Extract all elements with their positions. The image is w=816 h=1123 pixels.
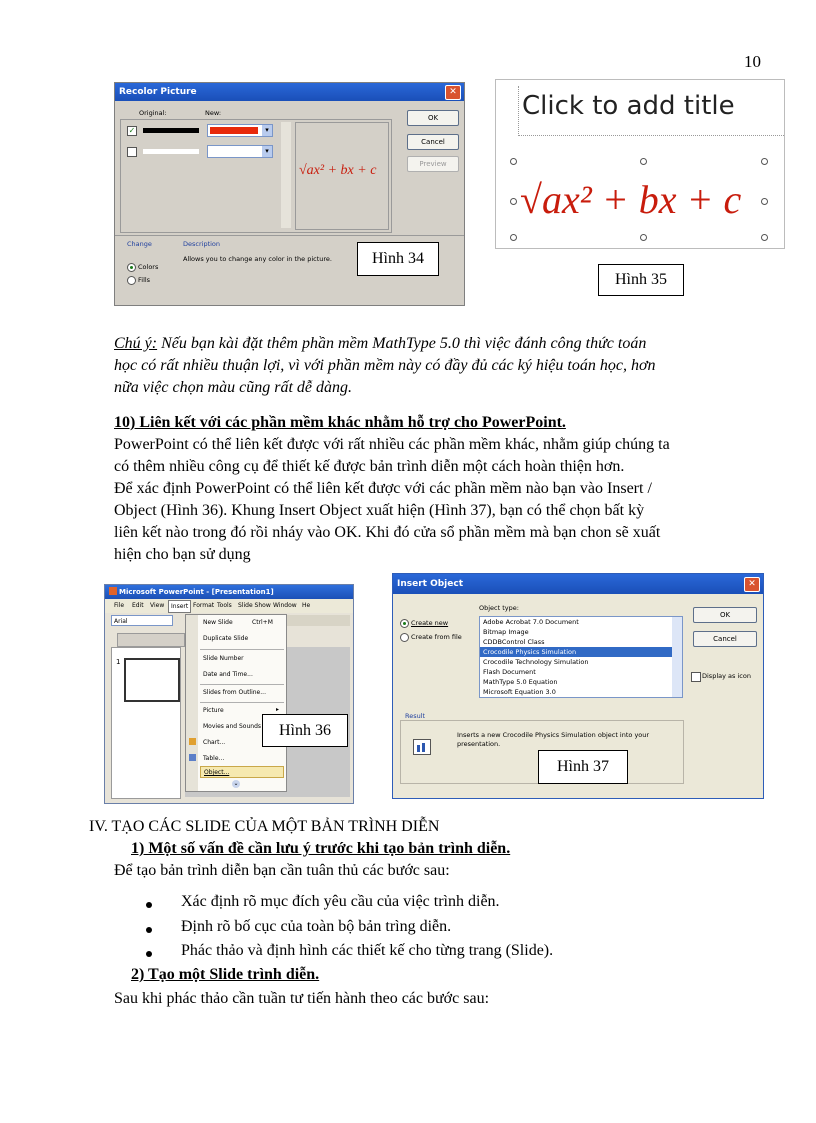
note-text: Nếu bạn kài đặt thêm phần mềm MathType 5.0 thì việc đánh công thức toán — [157, 335, 647, 352]
object-type-label: Object type: — [479, 604, 519, 612]
menu-edit[interactable]: Edit — [132, 602, 144, 609]
scrollbar[interactable] — [281, 122, 291, 228]
menu-item-picture[interactable]: Picture — [203, 707, 224, 714]
powerpoint-window — [104, 584, 354, 804]
menu-item-date-time[interactable]: Date and Time... — [203, 671, 253, 678]
bullet-item: Xác định rõ mục đích yêu cầu của việc trình diễn. — [181, 893, 500, 910]
note-line-1 — [114, 333, 655, 355]
preview-pane — [295, 122, 389, 230]
red-swatch — [210, 127, 258, 134]
formula-object[interactable]: √ax² + bx + c — [520, 177, 742, 222]
body-line: liên kết nào trong đó rồi nháy vào OK. Khi đó cửa sổ phần mềm mà bạn chon sẽ xuất — [114, 524, 661, 541]
checkbox-row2[interactable] — [127, 147, 137, 157]
chevron-down-icon[interactable]: ▾ — [262, 146, 272, 157]
figure-caption-36: Hình 36 — [262, 714, 348, 747]
formula-preview: √ax² + bx + c — [299, 163, 377, 178]
powerpoint-icon — [109, 587, 117, 595]
menu-item-slides-from-outline[interactable]: Slides from Outline... — [203, 689, 266, 696]
new-color-select-1[interactable] — [207, 124, 273, 137]
description-text: Allows you to change any color in the picture. — [183, 255, 332, 263]
menu-item-movies-sounds[interactable]: Movies and Sounds — [203, 723, 262, 730]
page-number: 10 — [744, 52, 761, 71]
shortcut-text: Ctrl+M — [252, 619, 273, 626]
dialog-title: Insert Object — [397, 579, 464, 589]
steps-intro: Để tạo bản trình diễn bạn cần tuân thủ các bước sau: — [114, 862, 450, 879]
preview-button[interactable]: Preview — [407, 156, 459, 172]
list-item[interactable]: MathType 5.0 Equation — [483, 678, 558, 686]
subsection-1-heading: 1) Một số vấn đề cần lưu ý trước khi tạo bản trình diễn. — [131, 840, 511, 857]
chevron-down-icon[interactable]: ▾ — [262, 125, 272, 136]
list-item[interactable]: Bitmap Image — [483, 628, 529, 636]
slides-pane — [111, 647, 181, 799]
bullet-icon — [146, 951, 152, 957]
bar-glyph — [417, 745, 420, 752]
list-item[interactable]: Flash Document — [483, 668, 536, 676]
new-color-select-2[interactable] — [207, 145, 273, 158]
option-fills[interactable]: Fills — [138, 276, 151, 284]
radio-create-new[interactable] — [400, 619, 409, 628]
note-line-3: nữa việc chọn màu cũng rất dễ dàng. — [114, 379, 353, 396]
original-column-label: Original: — [139, 109, 167, 117]
menu-format[interactable]: Format — [193, 602, 215, 609]
radio-dot — [130, 266, 133, 269]
chart-icon — [189, 738, 196, 745]
figure-caption-37: Hình 37 — [538, 750, 628, 784]
result-description: Inserts a new Crocodile Physics Simulation object into your presentation. — [457, 731, 650, 748]
change-label: Change — [127, 240, 152, 248]
formatting-toolbar — [280, 615, 350, 626]
section-10-body — [114, 434, 670, 566]
menu-file[interactable]: File — [114, 602, 125, 609]
menu-insert[interactable]: Insert — [168, 600, 191, 613]
slide-thumbnail[interactable] — [124, 658, 180, 702]
font-name-box[interactable]: Arial — [111, 615, 173, 626]
resize-handle[interactable] — [640, 234, 647, 241]
note-line-2: học có rất nhiều thuận lợi, vì với phần mềm này có đầy đủ các ký hiệu toán học, hơn — [114, 357, 656, 374]
window-titlebar — [105, 585, 353, 599]
color-list — [120, 119, 392, 233]
resize-handle[interactable] — [640, 158, 647, 165]
resize-handle[interactable] — [761, 234, 768, 241]
object-type-list[interactable] — [479, 616, 683, 698]
menu-separator — [200, 702, 284, 703]
option-colors[interactable]: Colors — [138, 263, 159, 271]
body-line: hiện cho bạn sử dụng — [114, 546, 251, 563]
new-column-label: New: — [205, 109, 222, 117]
expand-menu-icon[interactable]: ⌄ — [233, 780, 239, 787]
body-line: Để xác định PowerPoint có thể liên kết được với các phần mềm nào bạn vào Insert / — [114, 480, 652, 497]
window-title: Microsoft PowerPoint - [Presentation1] — [119, 588, 274, 596]
section-iv-heading: IV. TẠO CÁC SLIDE CỦA MỘT BẢN TRÌNH DIỄN — [89, 818, 440, 835]
list-item-selected[interactable]: Crocodile Physics Simulation — [480, 647, 682, 657]
dialog-title: Recolor Picture — [119, 87, 197, 97]
radio-fills[interactable] — [127, 276, 136, 285]
resize-handle[interactable] — [510, 234, 517, 241]
cancel-button[interactable]: Cancel — [407, 134, 459, 150]
menu-icon-strip — [186, 615, 198, 791]
steps-outro: Sau khi phác thảo cần tuần tư tiến hành theo các bước sau: — [114, 990, 490, 1007]
submenu-arrow-icon: ▸ — [276, 706, 280, 713]
menu-item-new-slide[interactable]: New Slide — [203, 619, 233, 626]
subsection-2-heading: 2) Tạo một Slide trình diễn. — [131, 966, 320, 983]
note-label: Chú ý: — [114, 335, 158, 352]
ok-button[interactable]: OK — [407, 110, 459, 126]
original-color-black — [143, 128, 199, 133]
original-color-white — [143, 149, 199, 154]
menu-item-object[interactable]: Object... — [204, 769, 230, 776]
list-item[interactable]: CDDBControl Class — [483, 638, 545, 646]
bullet-item: Phác thảo và định hình các thiết kế cho từng trang (Slide). — [181, 942, 554, 959]
menu-item-duplicate-slide[interactable]: Duplicate Slide — [203, 635, 249, 642]
option-create-from-file[interactable]: Create from file — [411, 633, 462, 641]
menu-view[interactable]: View — [150, 602, 165, 609]
menu-bar — [105, 599, 353, 613]
outline-tabs[interactable] — [117, 633, 185, 647]
list-item[interactable]: Adobe Acrobat 7.0 Document — [483, 618, 579, 626]
option-create-new[interactable]: Create new — [411, 619, 449, 627]
menu-item-chart[interactable]: Chart... — [203, 739, 226, 746]
bullet-icon — [146, 927, 152, 933]
menu-tools[interactable]: Tools — [217, 602, 232, 609]
checkbox-row1[interactable]: ✓ — [128, 126, 136, 135]
scrollbar[interactable] — [672, 617, 682, 697]
dialog-titlebar — [393, 574, 763, 594]
body-line: Object (Hình 36). Khung Insert Object xuất hiện (Hình 37), bạn có thể chọn bất kỳ — [114, 502, 645, 519]
ok-button[interactable]: OK — [693, 607, 757, 623]
radio-dot — [403, 622, 406, 625]
resize-handle[interactable] — [510, 198, 517, 205]
resize-handle[interactable] — [761, 158, 768, 165]
insert-menu — [185, 614, 287, 792]
body-line: có thêm nhiều công cụ để thiết kế được bản trình diễn một cách hoàn thiện hơn. — [114, 458, 625, 475]
display-as-icon-label[interactable]: Display as icon — [702, 672, 751, 680]
menu-separator — [200, 649, 284, 650]
radio-create-from-file[interactable] — [400, 633, 409, 642]
bullet-icon — [146, 902, 152, 908]
body-line: PowerPoint có thể liên kết được với rất nhiều các phần mềm khác, nhằm giúp chúng ta — [114, 436, 670, 453]
table-icon — [189, 754, 196, 761]
display-as-icon-checkbox[interactable] — [691, 672, 701, 682]
menu-window[interactable]: Window — [273, 602, 297, 609]
menu-item-object-highlight[interactable] — [200, 766, 284, 778]
bullet-item: Định rõ bố cục của toàn bộ bản trìng diễn. — [181, 918, 452, 935]
title-placeholder[interactable]: Click to add title — [518, 86, 784, 136]
radio-colors[interactable] — [127, 263, 136, 272]
menu-help[interactable]: He — [302, 602, 311, 609]
cancel-button[interactable]: Cancel — [693, 631, 757, 647]
menu-separator — [200, 684, 284, 685]
menu-slide-show[interactable]: Slide Show — [238, 602, 271, 609]
resize-handle[interactable] — [510, 158, 517, 165]
slide-preview — [495, 79, 785, 249]
figure-caption-35: Hình 35 — [598, 264, 684, 296]
close-icon[interactable]: ✕ — [445, 85, 461, 100]
section-10-heading: 10) Liên kết với các phần mềm khác nhằm hỗ trợ cho PowerPoint. — [114, 414, 566, 431]
object-icon — [413, 739, 431, 755]
dialog-titlebar — [115, 83, 464, 101]
bar-glyph — [422, 743, 425, 752]
menu-item-slide-number[interactable]: Slide Number — [203, 655, 244, 662]
close-icon[interactable]: ✕ — [744, 577, 760, 592]
list-item[interactable]: Crocodile Technology Simulation — [483, 658, 589, 666]
slide-number-label: 1 — [116, 658, 121, 666]
result-label: Result — [405, 712, 426, 720]
list-item[interactable]: Microsoft Equation 3.0 — [483, 688, 556, 696]
divider — [115, 235, 464, 236]
figure-caption-34: Hình 34 — [357, 242, 439, 276]
description-label: Description — [183, 240, 221, 248]
menu-item-table[interactable]: Table... — [203, 755, 225, 762]
note-paragraph — [114, 333, 655, 399]
resize-handle[interactable] — [761, 198, 768, 205]
